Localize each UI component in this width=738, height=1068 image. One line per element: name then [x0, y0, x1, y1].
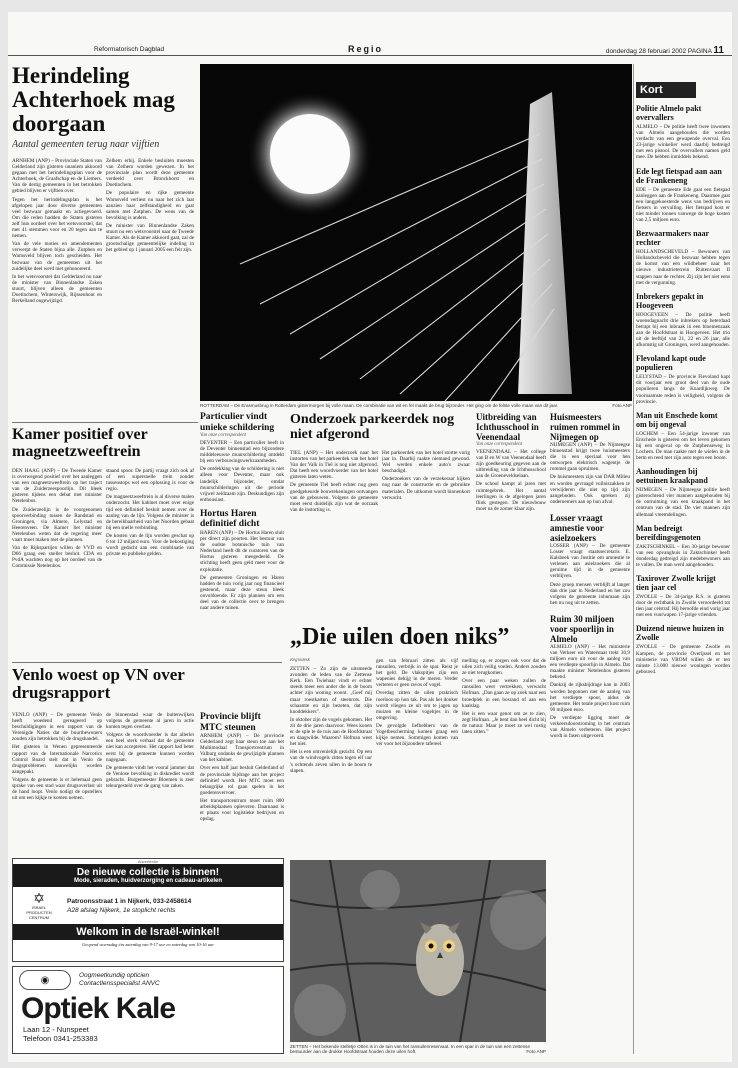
optiek-name: Optiek Kale: [21, 992, 176, 1025]
uilen-headline-block: [290, 624, 546, 658]
kort-item-headline: Ede legt fietspad aan aan de Frankeneng: [636, 166, 722, 185]
uilen-body-col1: [290, 658, 372, 858]
kort-item-headline: Duizend nieuwe huizen in Zwolle: [636, 624, 724, 643]
uilen-paragraph: gen van februari zitten als vijf ransuilen, verbrijk in de spar. Reist je het geld. De vlakspitjes zijn een wapenies dehijg in de meren. Verder verteren er geen ravos of vogel.: [376, 658, 458, 689]
uilen-body-col2: [376, 658, 458, 858]
kort-item-body: LOCHEM – Een 54-jarige inwoner van Enschede is gisteren om het leven gekomen bij een ongeval op de Zutphenseweg in Lochem. De man raakte met de wielen in de berm en reed met zijn auto tegen een boom.: [636, 430, 730, 462]
page-date: donderdag 28 februari 2002 PAGINA 11: [605, 45, 724, 56]
kort-item-headline: Politie Almelo pakt overvallers: [636, 104, 702, 122]
photo-credit: Foto ANP: [526, 1049, 546, 1055]
venlo-paragraph: Volgens de gemeente is er helemaal geen sprake van een stad waar drugsoverlast uit de hand loopt. Venlo nodigt de opstellers uit om een kijkje te komen nemen.: [12, 776, 102, 802]
ruim30-paragraph: ALMELO (ANP) – Het ministerie van Verkeer en Waterstaat trekt 30,9 miljoen euro uit voor de aanleg van een verdiepte spoorlijn in Almelo. Dat maakte minister Netelenbos gisteren bekend.: [550, 643, 630, 681]
uilen-paragraph: De gevolgde liefhebbers van de Vogelbescherming komen graag een kijkje nemen. Sommigen komen van ver voor het bijzondere tafereel.: [376, 722, 458, 748]
israel-shop-ad[interactable]: [12, 858, 284, 962]
provincie-article: [200, 712, 284, 852]
kort-item-body: HOLLANDSCHEVELD – Bewoners van Hollandscheveld die bezwaar hebben tegen de komst van een wildbeheer naar het nieuwe industrieterrein Ruitenvaart II stappen naar de rechter. Zij zijn het niet eens met de vergunning.: [636, 249, 730, 286]
provincie-paragraph: Het transportcentrum moet ruim 800 arbeidsplaatsen opleveren. Daarnaast is er plaats voor logistieke bedrijven en opslag.: [200, 797, 284, 823]
lead-paragraph: Van de vele moties en amendementen verwerpt de Staten bijna alle. Zutphen en Warnsveld blijven toch gescheiden. Het bezwaar van de gemeenten uit het zuidelijke deel werd niet gehonoreerd.: [12, 241, 102, 272]
huismeesters-paragraph: De huismeesters zijn van DAR Milieu en worden gevraagd vuilniszakken te verwijderen die niet op tijd zijn aangeboden. Ook spreken zij ondernemers aan op hun afval.: [550, 474, 630, 505]
venlo-body-col1: [12, 712, 102, 850]
uilen-paragraph: melling op, er zorgen ook voor dat de uilen zich veilig voelen. Anders zouden ze niet terugkomen.: [462, 658, 546, 677]
hortus-headline: Hortus Haren definitief dicht: [200, 508, 260, 530]
kort-item-headline: Flevoland kapt oude populieren: [636, 354, 706, 373]
hortus-paragraph: HAREN (ANP) – De Hortus Haren sluit per direct zijn poorten. Het bestuur van de oudste botanische tuin van Nederland heeft dit de curatoren van de Hortus gisteren meegedeeld. De stichting heeft geen geld meer voor de exploitatie.: [200, 529, 284, 573]
ad-label: Advertentie: [137, 859, 159, 864]
section-rule: [12, 422, 198, 423]
page-header: [8, 42, 732, 56]
lead-headline: Herindeling Achterhoek mag doorgaan: [12, 64, 175, 136]
uilen-paragraph: Overdag zitten de uilen praktisch roerloos op hun tak. Pas als het donker wordt vliegen ze uit om te jagen op muizen en kleine vogeltjes in de omgeving.: [376, 690, 458, 721]
uilen-paragraph: Over een paar weken zullen de ransuilen weer vertrekken, verwacht Hofman. „Dan gaan ze op zoek naar een broedplek in een bosrand of aan een kaalslag.: [462, 678, 546, 709]
bridge-photo-image: [200, 64, 632, 401]
lead-paragraph: In het wetsvoorstel dat Gelderland nu naar de minister van Binnenlandse Zaken stuurt, blijven alleen de gemeenten Doetinchem, Winterswijk, Rijssenhout en Berkelland ongewijzigd.: [12, 273, 102, 305]
lead-paragraph: Tegen het herindelingsplan is het afgelopen jaar door diverse gemeenten veel bezwaar gemaakt en actiegevoerd. Om die reden hadden de Staten gisteren zelf hun oordeel over het wetsvoorstel, dat met 41 stemmen voor en 20 tegen aan te nemen.: [12, 196, 102, 240]
particulier-paragraph: De ontdekking van de schildering is niet alleen voor Deventer, maar ook landelijk bijzonder, omdat muurschilderingen uit die periode vrijwel zeldzaam zijn. Deskundigen zijn enthousiast.: [200, 466, 284, 503]
kort-item-headline: Man bedreigt bereifdingsgenoten: [636, 523, 701, 542]
kort-item-headline: Inbrekers gepakt in Hoogeveen: [636, 291, 704, 310]
veenendaal-headline: Uitbreiding van Ichthusschool in Veenendaal: [476, 412, 539, 442]
particulier-byline: Van onze correspondent: [200, 433, 246, 438]
venlo-paragraph: de binnenstad waar de buitenwijken volgens de gemeente al jaren in actie komen tegen overlast.: [106, 712, 194, 731]
ad-welcome: Welkom in de Israël-winkel!: [13, 924, 283, 940]
owls-photo-caption: [290, 1044, 546, 1054]
veenendaal-byline: Van onze correspondent: [476, 442, 522, 447]
parkeer-paragraph: De gemeente Tiel heeft echter nog geen goedgekeurde bouwtekeningen ontvangen van de gebouwen. Volgens de gemeente moet eerst duidelijk zijn wat de oorzaak van de instorting is.: [290, 482, 378, 513]
caption-text: ROTTERDAM – De Erasmusbrug in Rotterdam gistermorgen bij volle maan. De combinatie van wit en fel maakt de brug bijzonder. Het ging om de felste volle maan van dit jaar.: [200, 403, 559, 408]
uilen-headline: „Die uilen doen niks”: [290, 624, 510, 650]
optiek-phone: Telefoon 0341-253383: [23, 1034, 98, 1043]
venlo-body-col2: [106, 712, 194, 850]
ruim30-paragraph: De verdiepte ligging moet de verkeersdoorstroming in het centrum van Almelo verbeteren. Het project wordt in fasen uitgevoerd.: [550, 714, 630, 740]
kort-item-headline: Aanhoudingen bij oettuinen kraakpand: [636, 467, 708, 486]
kamer-paragraph: De magneetzweeftrein is al diverse malen onderzocht. Het kabinet moet over enige tijd een definitief besluit nemen over de aanleg van de lijn. Volgens de minister is de bereikbaarheid van het Noorden gebaat bij een snelle verbinding.: [106, 494, 194, 531]
lead-paragraph: De populaire en rijke gemeente Warnsveld verliest nu naar het zich laat aanzien haar zelfstandigheid en gaat samen met Zutphen. De wens van de bevolking is anders.: [106, 190, 194, 221]
kort-label: Kort: [636, 82, 696, 98]
kamer-headline-block: [12, 426, 198, 466]
optiek-tagline-2: Contactlensspecialist ANVC: [79, 980, 160, 987]
kort-item-body: ZWOLLE – De 34-jarige R.S. is gisteren door de rechtbank in Zwolle veroordeeld tot tien jaar celstraf. Hij beroofde eind vorig jaar met een vuurwapen 17-jarige vrienden.: [636, 594, 730, 619]
kort-item-body: EDE – De gemeente Ede gaat een fietspad aanleggen aan de Frankeneng. Daarmee gaat een langgekoesterde wens van bedrijven en fietsers in vervulling. Het fietspad kost er niet minder tonnen vanwege de hoge kosten van 2,5 miljoen euro.: [636, 186, 730, 224]
provincie-paragraph: ARNHEM (ANP) – De provincie Gelderland zegt haar steun toe aan het Multimodaal Transportcentrum in Valburg ondanks de gewijzigde plannen van het kabinet.: [200, 733, 284, 764]
kort-list: [636, 104, 730, 675]
uilen-paragraph: ZETTEN – Zo zijn de uitsmeede avonden de leden van de Zettense Kerk. Een Twiehaar vindt er echter steeds meer een ander die in de boom achter zijn woning woont. „Geef mij maar roestkarton of steenrots. Die schaamte en zijn bezeten, dat zijn knoddekkers”.: [290, 666, 372, 715]
kort-item-headline: Man uit Enschede komt om bij ongeval: [636, 410, 718, 429]
lead-subhead: Aantal gemeenten terug naar vijftien: [12, 139, 160, 150]
bridge-moon-photo: [200, 64, 632, 401]
particulier-paragraph: DEVENTER – Een particulier heeft in de Deventer binnenstad een bijzondere middeleeuwse muurschildering ontdekt bij een verbouwingswerkzaamheden.: [200, 440, 284, 465]
kamer-paragraph: De Zuiderzeelijn is de voorgenomen spoorverbinding tussen de Randstad en Groningen, via Almere, Lelystad en Heerenveen. De Kamer liet minister Netelenbos weten dat de regering meer vaart moet maken met de plannen.: [12, 506, 102, 544]
caption-text: ZETTEN – Het bekende stelletje Otten is in de tuin van het ransuilenreservaat. In een spar in de tuin van een zettense bestuurder aan de drukke Hoofdstraat houden deze uilen hoft.: [290, 1044, 531, 1055]
kort-item-headline: Bezwaarmakers naar rechter: [636, 229, 709, 248]
ad-headline: De nieuwe collectie is binnen!: [76, 867, 220, 878]
ruim30-headline: Ruim 30 miljoen voor spoorlijn in Almelo: [550, 613, 614, 644]
kamer-body-col2: [106, 468, 194, 656]
hortus-paragraph: De gemeenten Groningen en Haren hadden de tuin vorig jaar nog financieel gesteund, maar deze steun bleek onvoldoende. Er zijn plannen om een deel van de collectie over te brengen naar andere tuinen.: [200, 574, 284, 612]
ad-hours: Geopend woensdag t/m zaterdag van 9-17 uur en zaterdag van 10-16 uur: [81, 942, 215, 947]
ad-address: Patroonsstraat 1 in Nijkerk, 033-2458614: [67, 897, 192, 905]
parkeer-paragraph: Onderzoekers van de verzekeraar kijken nog naar de constructie en de gebruikte materialen. De uitkomst wordt binnenkort verwacht.: [382, 476, 470, 501]
lead-paragraph: ARNHEM (ANP) – Provinciale Staten van Gelderland zijn gisteren unaniem akkoord gegaan met het herindelingsplan voor de Achterhoek, de Graafschap en de Liemers. Van de dertig gemeenten in het betrokken gebied blijven er vijftien over.: [12, 158, 102, 195]
uilen-body-col3: [462, 658, 546, 858]
optiek-address: Laan 12 - Nunspeet: [23, 1025, 89, 1034]
ad-subline: Mode, sieraden, huidverzorging en cadeau-artikelen: [73, 878, 223, 884]
kort-item-body: NIJMEGEN – De Nijmeegse politie heeft gisterochtend vier mannen aangehouden bij de ontruiming van een kraakpand in het centrum van de stad. De vier mannen zijn allemaal vreemdelingen.: [636, 487, 730, 518]
veenendaal-paragraph: VEENENDAAL – Het college van B en W van Veenendaal heeft zijn goedkeuring gegeven aan de uitbreiding van de Ichthusschool aan de Groeneveldselaan.: [476, 449, 546, 480]
huismeesters-paragraph: NIJMEGEN (ANP) – De Nijmeegse binnenstad krijgt twee huismeesters die in een speciaal voor hen ontworpen elektrisch wagentje de rommel gaan opruimen.: [550, 442, 630, 473]
veenendaal-article: [476, 412, 546, 612]
provincie-paragraph: Over een half jaar besluit Gelderland of de provinciale bijdrage aan het project definitief wordt. Het MTC moet een belangrijke rol gaan spelen in het goederenvervoer.: [200, 765, 284, 796]
parkeer-body-col1: [290, 450, 378, 620]
venlo-paragraph: Het gisteren in Wenen gepresenteerde rapport van de Internationale Narcotics Control Board stelt dat in Venlo de drugsproblemen nauwelijks worden aangepakt.: [12, 744, 102, 775]
kort-item-body: HOOGEVEEN – De politie heeft woensdagnacht drie inbrekers op heterdaad betrapt bij een inbraak in een bloemenzaak aan de Hoofdstraat in Hoogeveen. Het trio uit de leeftijd van 21, 22 en 26 jaar, alle afkomstig uit Groningen, werd aangehouden.: [636, 311, 730, 349]
parkeer-paragraph: TIEL (ANP) – Het onderzoek naar het instorten van het parkeerdek van het hotel Van der Valk in Tiel is nog niet afgerond. Dat heeft een woordvoerder van het hotel gisteren laten weten.: [290, 450, 378, 481]
huismeesters-headline: Huismeesters ruimen rommel in Nijmegen op: [550, 412, 620, 442]
parkeer-headline: Onderzoek parkeerdek nog niet afgerond: [290, 412, 455, 442]
veenendaal-paragraph: De school kampt al jaren met ruimtegebrek. Het aantal leerlingen is de afgelopen jaren flink gestegen. De nieuwbouw moet na de zomer klaar zijn.: [476, 481, 546, 512]
venlo-paragraph: De gemeente vindt het vooral jammer dat de Venlose bevolking in diskrediet wordt gebracht. Burgemeester Bloemen is zeer teleurgesteld over de gang van zaken.: [106, 764, 194, 790]
lead-body-col1: [12, 158, 102, 418]
losser-headline: Losser vraagt amnestie voor asielzoekers: [550, 512, 604, 543]
venlo-paragraph: Volgens de woordvoerder is dat allerlei een heel sterk verhaal dat de gemeente niet kan accepteren. Het rapport had beter eerst bij de gemeente kunnen worden nagegaan.: [106, 732, 194, 763]
israel-logo: [19, 891, 59, 920]
kamer-paragraph: DEN HAAG (ANP) – De Tweede Kamer is overwegend positief over het aanleggen van een magneetzweeftrein op het traject van de Zuiderzeespoorlijn. Dit bleek gisteren tijdens een debat met minister Netelenbos.: [12, 468, 102, 505]
lead-paragraph: Zelhem erbij. Enkele besluiten moesten van Zelhem worden gewezen. In het provinciale plan wordt deze gemeente verdeeld over Bronckhorst en Doetinchem.: [106, 158, 194, 189]
uilen-paragraph: In oktober zijn de vogels gekomen. Het zit de drie jaren daarvoor. Wees konen er de spie te de ruis aan de Hoofdstraat en daagwilde. Waarom? Hofman weet het niet.: [290, 716, 372, 748]
kort-item-body: ALMELO – De politie heeft twee inwoners van Almelo aangehouden die worden verdacht van een gewapende overval. Een 23-jarige winkelier werd daarbij bedreigd met een pistool. De overvallers namen geld mee. De hebben inmiddels bekend.: [636, 124, 730, 161]
kamer-headline: Kamer positief over magneetzweeftrein: [12, 426, 148, 460]
optiek-tagline-1: Oogmeetkundig opticien: [79, 972, 150, 979]
page-number: 11: [713, 45, 724, 56]
photo-credit: Foto ANP: [612, 403, 632, 408]
eye-logo-icon: ◉: [19, 970, 71, 990]
section-title: Regio: [348, 44, 384, 54]
lead-paragraph: De minister van Binnenlandse Zaken stuurt nu een wetsvoorstel naar de Tweede Kamer. Als de Kamer akkoord gaat, zal de grootschalige gemeentelijke indeling in het gebied op 1 januari 2005 een feit zijn.: [106, 222, 194, 254]
ruim30-paragraph: Dankzij de rijksbijdrage kan in 2003 worden begonnen met de aanleg van het verdiepte spoor, aldus de gemeente. Het totale project kost ruim 90 miljoen euro.: [550, 682, 630, 713]
kamer-body-col1: [12, 468, 102, 656]
optiek-kale-ad[interactable]: [12, 966, 284, 1054]
column-rule: [633, 64, 634, 1054]
lead-body-col2: [106, 158, 194, 418]
parkeer-headline-block: [290, 412, 472, 448]
parkeer-body-col2: [382, 450, 470, 620]
venlo-headline-block: [12, 666, 282, 710]
kamer-paragraph: staand spoor. De partij vraagt zich ook af of een supersnelle trein zonder tussenstops wel een oplossing is voor de regio.: [106, 468, 194, 493]
provincie-headline: Provincie blijft MTC steunen: [200, 712, 261, 733]
parkeer-paragraph: Het parkeerdek van het hotel stortte vorig jaar in. Daarbij raakte niemand gewond. Wel werden enkele auto's zwaar beschadigd.: [382, 450, 470, 475]
particulier-article: [200, 412, 284, 672]
star-of-david-icon: ✡: [33, 890, 45, 906]
kamer-paragraph: De kosten van de lijn worden geschat op 6 tot 12 miljard euro. Voor de bekostiging wordt gedacht aan een combinatie van private en publieke gelden.: [106, 532, 194, 558]
section-rule: [12, 662, 282, 663]
kort-item-headline: Taxirover Zwolle krijgt tien jaar cel: [636, 574, 716, 593]
particulier-headline: Particulier vindt unieke schildering: [200, 412, 275, 433]
venlo-paragraph: VENLO (ANP) – De gemeente Venlo heeft woedend gereageerd op beschuldigingen in een rapport van de Verenigde Naties dat de buurtbewoners zouden zijn betrokken bij de drugshandel.: [12, 712, 102, 743]
uilen-paragraph: Het is een omvenielijk gezicht. Op een van de windvogels zitten tegen elf uur 's ochtends zeven uilen in de boom te slapen.: [290, 749, 372, 774]
losser-paragraph: Deze groep mensen verblijft al langer dan drie jaar in Nederland en het zou volgens de gemeente inhumaan zijn hen nu nog uit te zetten.: [550, 581, 630, 606]
newspaper-page: [8, 12, 732, 1062]
losser-paragraph: LOSSER (ANP) – De gemeente Losser vraagt staatssecretaris E. Kalsbeek van Justitie om amnestie te verlenen aan asielzoekers die al geruime tijd in de gemeente verblijven.: [550, 542, 630, 580]
right-news-column: [550, 412, 630, 1052]
bridge-photo-caption: [200, 403, 632, 408]
paper-name: Reformatorisch Dagblad: [94, 46, 165, 53]
kamer-paragraph: Van de Rijkspartijen willen de VVD en D66 graag een sneller besluit. CDA en PvdA wachten nog op het oordeel van de Commissie Netelenbos.: [12, 545, 102, 570]
kort-item-body: ZAKTSCHINKEL – Een 30-jarige bewoner van een opvanghuis in Zaktschinkel heeft donderdag gedreigd zijn medebewoners aan te vallen. De man werd aangehouden.: [636, 543, 730, 568]
kort-item-body: ZWOLLE – De gemeente Zwolle en Kampen, de provincie Overijssel en het ministerie van VROM willen de er ten minste 13.000 nieuwe woningen worden gebouwd.: [636, 644, 730, 675]
uilen-byline: Regiodesk: [290, 658, 310, 663]
owls-photo-image: [290, 860, 546, 1042]
venlo-headline: Venlo woest op VN over drugsrapport: [12, 666, 185, 702]
owls-photo: [290, 860, 546, 1042]
ad-directions: A28 afslag Nijkerk, 1e stoplicht rechts: [67, 906, 176, 914]
logo-text: ISRAEL PRODUCTEN CENTRUM: [26, 905, 52, 920]
kort-sidebar: [636, 82, 730, 1062]
kort-item-body: LELYSTAD – De provincie Flevoland kapt dit voorjaar een groot deel van de oude populieren langs de Knardijkweg. De voornaamste reden is veiligheid, volgens de provincie.: [636, 374, 730, 405]
uilen-paragraph: Het is een waar genot om ze te zien, zegt Hofman. „Je bent dan heel dicht bij de natuur. Maar je moet ze wel rustig laten zitten.”: [462, 710, 546, 736]
